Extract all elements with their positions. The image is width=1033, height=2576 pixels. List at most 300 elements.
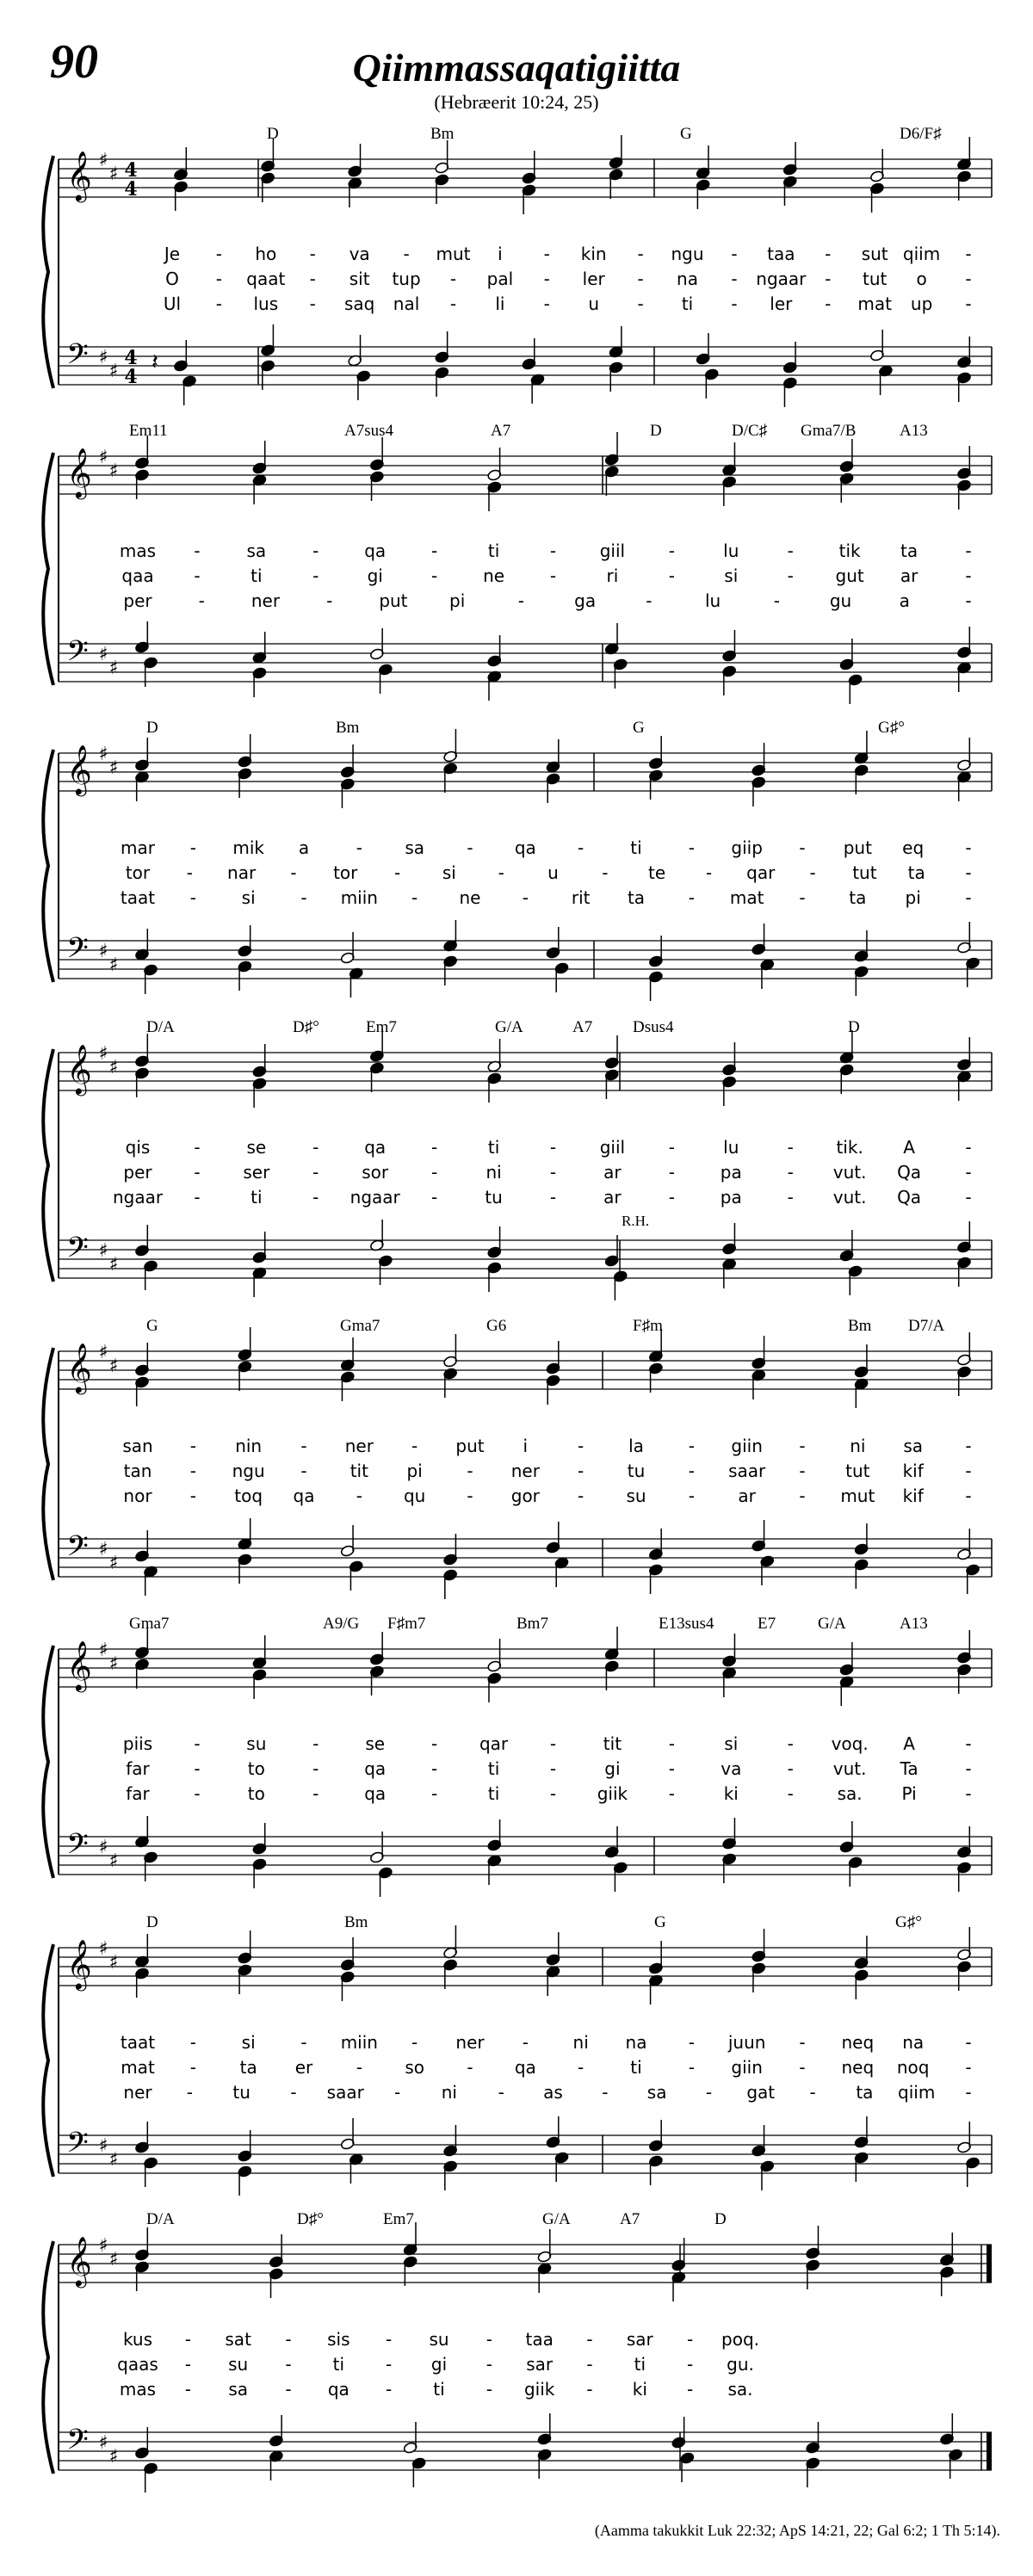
bass-note (143, 2462, 158, 2493)
bass-note (537, 2449, 552, 2479)
chord-symbol: A7 (620, 2210, 640, 2228)
melody-note (369, 437, 384, 471)
lyric-syllable: san (122, 1436, 153, 1456)
lyric-syllable: gat (746, 2082, 776, 2103)
lyric-hyphen: - (965, 1137, 972, 1158)
chord-symbol: A13 (900, 422, 928, 440)
tenor-note (252, 632, 267, 664)
bass-note (760, 2160, 775, 2190)
key-sharp-c: ♯ (108, 1254, 119, 1276)
lyric-syllable: O (165, 269, 179, 289)
lyric-hyphen: - (787, 1137, 794, 1158)
bass-note (648, 2155, 663, 2185)
lyric-hyphen: - (688, 1436, 695, 1456)
lyric-hyphen: - (787, 541, 794, 561)
lyric-hyphen: - (688, 1486, 695, 1506)
lyric-syllable: giil (599, 1137, 626, 1158)
lyric-hyphen: - (965, 1461, 972, 1481)
lyric-syllable: giil (599, 541, 626, 561)
bass-note (722, 1258, 737, 1288)
lyric-syllable: i (523, 1436, 529, 1456)
key-sharp-c: ♯ (108, 164, 119, 185)
tenor-note (546, 927, 560, 959)
bass-note (613, 1270, 628, 1300)
lyric-hyphen: - (799, 1461, 806, 1481)
lyric-hyphen: - (549, 565, 557, 586)
lyric-syllable: i (498, 244, 503, 264)
chord-symbol: D6/F♯ (900, 125, 942, 143)
lyric-hyphen: - (300, 1461, 307, 1481)
lyric-syllable: a (899, 590, 910, 611)
key-sharp-f: ♯ (98, 150, 108, 171)
alto-note (238, 1361, 252, 1391)
alto-note (609, 169, 623, 199)
lyric-hyphen: - (688, 2032, 695, 2053)
tenor-note (435, 331, 449, 363)
alto-note (134, 1376, 149, 1406)
bass-note (609, 361, 623, 392)
lyric-syllable: tu (627, 1461, 646, 1481)
lyric-hyphen: - (300, 1436, 307, 1456)
alto-note (839, 1676, 854, 1706)
tenor-note (369, 1220, 384, 1251)
chord-symbol: Gma7 (129, 1615, 170, 1633)
lyric-syllable: tup (392, 269, 421, 289)
lyric-hyphen: - (543, 269, 550, 289)
melody-note (956, 1927, 971, 1961)
lyric-hyphen: - (498, 862, 504, 883)
bass-clef: 𝄢 (66, 1828, 89, 1868)
lyric-syllable: put (379, 590, 408, 611)
bass-note (648, 1564, 663, 1594)
lyric-syllable: lu (723, 1137, 739, 1158)
melody-note (956, 738, 971, 771)
treble-clef: 𝄞 (66, 1044, 92, 1094)
brace (43, 1049, 53, 1282)
alto-note (956, 170, 971, 201)
lyric-hyphen: - (637, 244, 644, 264)
melody-note (854, 1936, 869, 1969)
bass-note (378, 1867, 393, 1897)
lyric-syllable: miin (340, 2032, 378, 2053)
chord-symbol: Bm7 (516, 1615, 548, 1633)
lyric-hyphen: - (687, 2379, 694, 2400)
melody-note (722, 1634, 737, 1667)
lyric-syllable: sat (225, 2329, 251, 2350)
lyric-syllable: ta (627, 887, 646, 908)
key-sharp-f: ♯ (98, 744, 108, 765)
lyric-syllable: gi (430, 2354, 448, 2375)
alto-note (956, 1366, 971, 1396)
bass-clef: 𝄢 (66, 932, 89, 972)
bass-note (143, 657, 158, 687)
lyric-syllable: gut (835, 565, 864, 586)
chord-symbol: Bm (336, 719, 360, 737)
staff-drawing (0, 1615, 1033, 1899)
tenor-note (252, 1823, 267, 1855)
lyric-hyphen: - (189, 1436, 196, 1456)
lyric-hyphen: - (965, 1783, 972, 1804)
treble-staff (59, 2245, 992, 2283)
lyric-hyphen: - (965, 837, 972, 858)
bass-note (948, 2449, 962, 2479)
melody-note (722, 442, 737, 476)
bass-note (854, 1559, 869, 1589)
lyric-hyphen: - (668, 1783, 675, 1804)
key-sharp-f: ♯ (98, 941, 108, 962)
lyric-syllable: tit (349, 1461, 368, 1481)
bass-note (487, 1262, 502, 1292)
alto-note (956, 1071, 971, 1101)
tenor-note (956, 1529, 971, 1560)
lyric-hyphen: - (184, 2379, 191, 2400)
bass-note (680, 2452, 695, 2482)
alto-note (522, 184, 536, 214)
lyric-syllable: ti (630, 2057, 642, 2078)
lyric-syllable: ri (606, 565, 619, 586)
lyric-hyphen: - (486, 2379, 492, 2400)
alto-note (238, 768, 252, 798)
lyric-syllable: neq (841, 2057, 875, 2078)
lyric-syllable: ti (630, 837, 642, 858)
bass-note (411, 2457, 426, 2487)
lyric-syllable: qis (125, 1137, 151, 1158)
brace (43, 2241, 53, 2474)
lyric-hyphen: - (189, 837, 196, 858)
lyric-hyphen: - (965, 1486, 972, 1506)
lyric-syllable: nal (393, 293, 420, 314)
lyric-hyphen: - (290, 2082, 297, 2103)
key-sharp-f: ♯ (98, 1640, 108, 1661)
lyric-hyphen: - (549, 1733, 557, 1754)
chord-symbol: G (680, 125, 692, 143)
lyric-syllable: pa (720, 1162, 742, 1183)
bass-note (443, 2160, 458, 2190)
bass-note (722, 1853, 737, 1883)
bass-note (782, 377, 797, 407)
alto-note (435, 174, 449, 204)
bass-clef: 𝄢 (66, 1530, 89, 1570)
lyric-hyphen: - (965, 1436, 972, 1456)
lyric-hyphen: - (312, 541, 319, 561)
bass-note (613, 1862, 628, 1892)
staff-drawing (0, 1018, 1033, 1302)
alto-note (134, 2261, 149, 2291)
bass-clef: 𝄢 (66, 2127, 89, 2166)
melody-note (939, 2233, 954, 2266)
lyric-syllable: mat (121, 2057, 155, 2078)
lyric-syllable: ni (441, 2082, 457, 2103)
chord-symbol: Dsus4 (633, 1018, 674, 1036)
lyric-syllable: va (349, 244, 370, 264)
lyric-hyphen: - (773, 590, 780, 611)
lyric-hyphen: - (467, 837, 473, 858)
chord-symbol: G/A (818, 1615, 846, 1633)
lyric-hyphen: - (184, 2354, 191, 2375)
tenor-note (956, 2122, 971, 2153)
lyric-syllable: gu (829, 590, 852, 611)
lyric-syllable: ki (632, 2379, 647, 2400)
tenor-note (537, 2413, 552, 2445)
bass-note (378, 664, 393, 694)
time-sig-bottom: 4 (124, 366, 138, 388)
lyric-hyphen: - (431, 1758, 438, 1779)
bass-note (443, 955, 458, 985)
lyric-syllable: put (455, 1436, 485, 1456)
bass-note (252, 1858, 267, 1888)
treble-staff (59, 1351, 992, 1389)
alto-note (854, 764, 869, 794)
lyric-syllable: qa (293, 1486, 315, 1506)
hymn-title: Qiimmassaqatigiitta (352, 46, 681, 90)
lyric-syllable: tut (862, 269, 888, 289)
key-sharp-f: ♯ (98, 1539, 108, 1560)
lyric-syllable: taa (525, 2329, 554, 2350)
bass-staff (59, 2135, 992, 2173)
lyric-hyphen: - (403, 244, 410, 264)
lyric-hyphen: - (825, 269, 832, 289)
key-sharp-f: ♯ (98, 1938, 108, 1960)
chord-symbol: D (146, 1913, 158, 1931)
lyric-syllable: ngu (232, 1461, 265, 1481)
lyric-hyphen: - (312, 1758, 319, 1779)
lyric-hyphen: - (300, 887, 307, 908)
chord-symbol: G♯° (895, 1913, 922, 1931)
bass-note (238, 961, 252, 991)
lyric-hyphen: - (312, 1187, 319, 1208)
lyric-syllable: su (429, 2329, 449, 2350)
lyric-syllable: miin (340, 887, 378, 908)
key-sharp-c: ♯ (108, 460, 119, 482)
melody-note (752, 1336, 766, 1369)
tenor-note (956, 337, 971, 368)
lyric-syllable: sar (626, 2329, 653, 2350)
lyric-hyphen: - (687, 2354, 694, 2375)
key-sharp-c: ♯ (108, 1850, 119, 1872)
music-system-6 (0, 1615, 1033, 1899)
time-sig-top: 4 (124, 159, 138, 182)
alto-note (752, 1369, 766, 1399)
melody-note (443, 729, 458, 763)
treble-clef: 𝄞 (66, 744, 92, 794)
alto-note (839, 473, 854, 503)
melody-note (752, 743, 766, 776)
bass-note (956, 662, 971, 692)
tenor-note (340, 2118, 355, 2150)
bass-note (648, 971, 663, 1001)
melody-note (435, 140, 449, 174)
lyric-hyphen: - (799, 837, 806, 858)
lyric-hyphen: - (549, 541, 557, 561)
lyric-hyphen: - (668, 1758, 675, 1779)
lyric-syllable: ki (723, 1783, 739, 1804)
lyric-hyphen: - (965, 2057, 972, 2078)
chord-symbol: D (848, 1018, 860, 1036)
lyric-syllable: li (495, 293, 505, 314)
hymn-number: 90 (50, 35, 98, 89)
lyric-syllable: per (123, 590, 152, 611)
lyric-hyphen: - (186, 862, 193, 883)
bass-note (854, 966, 869, 996)
lyric-hyphen: - (578, 1486, 585, 1506)
lyric-syllable: ni (572, 2032, 589, 2053)
alto-note (854, 1969, 869, 1999)
music-system-7 (0, 1913, 1033, 2197)
chord-symbol: D/A (146, 1018, 175, 1036)
lyric-hyphen: - (309, 244, 316, 264)
lyric-syllable: ga (574, 590, 597, 611)
lyric-syllable: gor (510, 1486, 540, 1506)
lyric-syllable: tit (603, 1733, 622, 1754)
lyric-hyphen: - (668, 1733, 675, 1754)
lyric-syllable: per (123, 1162, 152, 1183)
lyric-syllable: sa (646, 2082, 667, 2103)
bass-note (238, 1554, 252, 1584)
lyric-syllable: u (547, 862, 559, 883)
chord-symbol: F♯m7 (387, 1615, 426, 1633)
lyric-syllable: so (405, 2057, 424, 2078)
lyric-hyphen: - (787, 1783, 794, 1804)
tenor-note (340, 1525, 355, 1557)
lyric-hyphen: - (356, 1486, 362, 1506)
melody-note (134, 738, 149, 771)
lyric-syllable: ngaar (112, 1187, 164, 1208)
music-system-2 (0, 422, 1033, 706)
lyric-syllable: sa (405, 837, 424, 858)
lyric-syllable: mut (840, 1486, 875, 1506)
alto-note (839, 1064, 854, 1094)
chord-symbol: A7 (572, 1018, 593, 1036)
lyric-hyphen: - (687, 2329, 694, 2350)
lyric-syllable: ti (487, 1783, 500, 1804)
lyric-syllable: ta (849, 887, 867, 908)
staff-drawing (0, 125, 1033, 409)
lyric-syllable: nar (227, 862, 257, 883)
lyric-syllable: sit (349, 269, 370, 289)
lyric-hyphen: - (498, 2082, 504, 2103)
lyric-hyphen: - (194, 1783, 201, 1804)
lyric-hyphen: - (825, 293, 832, 314)
chord-symbol: D♯° (293, 1018, 319, 1036)
treble-clef: 𝄞 (66, 2236, 92, 2286)
melody-note (604, 1627, 619, 1660)
tenor-note (609, 326, 623, 358)
lyric-syllable: qa (327, 2379, 349, 2400)
lyric-hyphen: - (578, 1461, 585, 1481)
tenor-note (487, 1819, 502, 1851)
lyric-syllable: ner (123, 2082, 152, 2103)
alto-note (537, 2263, 552, 2293)
tenor-note (238, 925, 252, 957)
chord-symbol: Gma7/B (801, 422, 857, 440)
lyric-syllable: sa (903, 1436, 923, 1456)
lyric-hyphen: - (194, 1162, 201, 1183)
lyric-syllable: ni (486, 1162, 502, 1183)
chord-symbol: Bm (848, 1317, 872, 1335)
lyric-hyphen: - (486, 2329, 492, 2350)
lyric-syllable: Je (164, 244, 181, 264)
key-sharp-f: ♯ (98, 1837, 108, 1858)
tenor-note (369, 628, 384, 660)
tenor-note (854, 930, 869, 962)
alto-note (546, 1966, 560, 1996)
bass-staff (59, 941, 992, 979)
key-sharp-c: ♯ (108, 658, 119, 679)
lyric-syllable: sar (526, 2354, 554, 2375)
lyric-syllable: ta (239, 2057, 257, 2078)
brace (43, 156, 53, 388)
lyric-hyphen: - (799, 1436, 806, 1456)
alto-note (134, 771, 149, 801)
alto-note (261, 172, 275, 202)
alto-note (403, 2256, 418, 2286)
melody-note (522, 151, 536, 184)
melody-note (722, 1042, 737, 1076)
lyric-syllable: ngaar (756, 269, 807, 289)
lyric-syllable: giik (523, 2379, 555, 2400)
treble-clef: 𝄞 (66, 448, 92, 497)
key-sharp-f: ♯ (98, 2235, 108, 2257)
lyric-hyphen: - (586, 2379, 593, 2400)
key-sharp-f: ♯ (98, 447, 108, 468)
alto-note (722, 476, 737, 506)
lyric-hyphen: - (386, 2379, 393, 2400)
alto-note (546, 773, 560, 803)
lyric-hyphen: - (731, 269, 738, 289)
lyric-syllable: qa (514, 2057, 536, 2078)
lyric-syllable: kif (902, 1486, 924, 1506)
bass-note (554, 1557, 569, 1587)
lyric-syllable: ner (510, 1461, 540, 1481)
lyric-hyphen: - (705, 2082, 713, 2103)
lyric-syllable: mas (119, 2379, 157, 2400)
lyric-hyphen: - (543, 293, 550, 314)
bass-note (378, 1255, 393, 1285)
music-system-5 (0, 1317, 1033, 1601)
alto-note (348, 177, 362, 207)
lyric-hyphen: - (602, 862, 609, 883)
lyric-hyphen: - (186, 2082, 193, 2103)
lyric-syllable: sut (861, 244, 888, 264)
lyric-hyphen: - (431, 1733, 438, 1754)
alto-note (648, 1974, 663, 2005)
lyric-syllable: ner (344, 1436, 374, 1456)
lyric-hyphen: - (965, 2032, 972, 2053)
chord-symbol: G (146, 1317, 158, 1335)
lyric-hyphen: - (549, 1162, 557, 1183)
key-sharp-f: ♯ (98, 644, 108, 665)
lyric-hyphen: - (356, 2057, 362, 2078)
alto-note (696, 179, 710, 209)
bass-note (143, 1566, 158, 1596)
melody-note (173, 147, 188, 181)
lyric-hyphen: - (787, 1187, 794, 1208)
bass-note (554, 2152, 569, 2182)
lyric-hyphen: - (467, 2057, 473, 2078)
key-sharp-c: ♯ (108, 1653, 119, 1675)
lyric-syllable: qaat (246, 269, 286, 289)
bass-note (854, 2152, 869, 2182)
lyric-syllable: pi (449, 590, 466, 611)
lyric-syllable: up (910, 293, 933, 314)
tenor-note (134, 621, 149, 653)
tenor-note (252, 1232, 267, 1263)
bass-staff (59, 2432, 992, 2470)
lyric-syllable: la (628, 1436, 644, 1456)
right-hand-mark: R.H. (622, 1213, 650, 1229)
melody-note (487, 1639, 502, 1672)
music-system-1 (0, 125, 1033, 409)
